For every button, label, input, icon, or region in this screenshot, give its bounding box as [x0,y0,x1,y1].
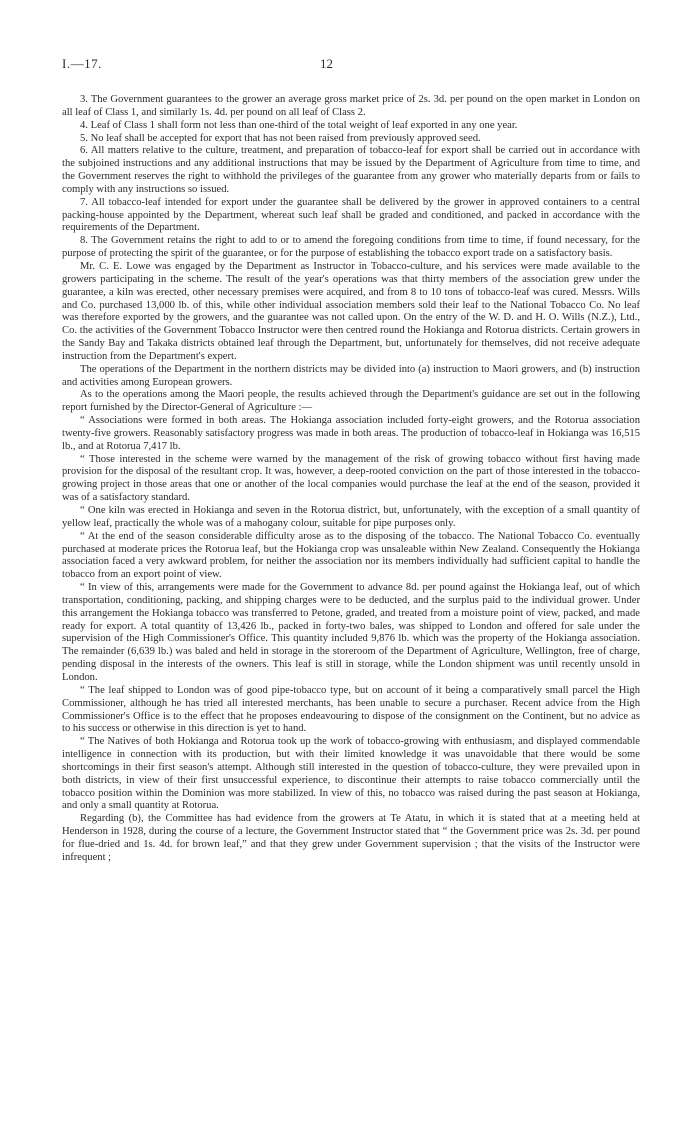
page-number: 12 [320,56,333,71]
paragraph: As to the operations among the Maori people, the results achieved through the Department's guidance are set out in the following report furnished by the Director-General of Agriculture :— [62,389,640,414]
document-reference: I.—17. [62,56,102,71]
paragraph: Mr. C. E. Lowe was engaged by the Department as Instructor in Tobacco-culture, and his services were made available to the growers participating in the scheme. The result of the year's operations was that thirty members of the association grew under the guarantee, a kiln was erected, other necessary premises were acquired, and from 8 to 10 tons of tobacco-leaf was cured. Messrs. Wills and Co. purchased 13,000 lb. of this, while other individual association members sold their leaf to the National Tobacco Co. No leaf was therefore exported by the growers, and the guarantee was not called upon. On the entry of the W. D. and H. O. Wills (N.Z.), Ltd., Co. the activities of the Government Tobacco Instructor were then centred round the Hokianga and Rotorua districts. Certain growers in the Sandy Bay and Takaka districts obtained leaf through the Department, but, unfortunately for themselves, did not receive adequate instruction from the Department's expert. [62,260,640,362]
paragraph: “ At the end of the season considerable difficulty arose as to the disposing of the tobacco. The National Tobacco Co. eventually purchased at moderate prices the Rotorua leaf, but the Hokianga crop was unsaleable within New Zealand. Consequently the Hokianga association faced a very awkward problem, for neither the association nor its members individually had sufficient capital to handle the tobacco from an export point of view. [62,530,640,581]
paragraph: 4. Leaf of Class 1 shall form not less than one-third of the total weight of leaf exported in any one year. [80,119,518,131]
paragraph: The operations of the Department in the northern districts may be divided into (a) instruction to Maori growers, and (b) instruction and activities among European growers. [62,363,640,388]
paragraph: 3. The Government guarantees to the grower an average gross market price of 2s. 3d. per pound on the open market in London on all leaf of Class 1, and similarly 1s. 4d. per pound on all leaf of Class 2. [62,94,640,118]
paragraph: “ In view of this, arrangements were made for the Government to advance 8d. per pound against the Hokianga leaf, out of which transportation, conditioning, packing, and shipping charges were to be deducted, and the surplus paid to the individual grower. Under this arrangement the Hokianga tobacco was transferred to Petone, graded, and treated from a moisture point of view, packed, and made ready for export. A total quantity of 13,426 lb., packed in forty-two bales, was shipped to London and offered for sale under the supervision of the High Commissioner's Office. This quantity included 9,876 lb. which was the property of the Hokianga association. The remainder (6,639 lb.) was baled and held in storage in the storeroom of the Department of Agriculture, Wellington, free of charge, pending disposal in the interests of the owners. This leaf is still in storage, while the London shipment was until recently unsold in London. [62,582,640,683]
paragraph: “ The leaf shipped to London was of good pipe-tobacco type, but on account of it being a comparatively small parcel the High Commissioner, although he has tried all interested merchants, has been unable to secure a purchaser. Recent advice from the High Commissioner's Office is to the effect that he proposes endeavouring to dispose of the consignment on the Continent, but no advice as to his success or otherwise in this direction is yet to hand. [62,684,640,735]
paragraph: 8. The Government retains the right to add to or to amend the foregoing conditions from time to time, if found necessary, for the purpose of protecting the spirit of the guarantee, or for the purpose of establishing the tobacco export trade on a satisfactory basis. [62,235,640,260]
paragraph: Regarding (b), the Committee has had evidence from the growers at Te Atatu, in which it is stated that at a meeting held at Henderson in 1928, during the course of a lecture, the Government Instructor stated that “ the Government price was 2s. 3d. per pound for flue-dried and 1s. 4d. for brown leaf,” and that they grew under Government supervision ; that the visits of the Instructor were infrequent ; [62,813,640,863]
paragraph: “ Associations were formed in both areas. The Hokianga association included forty-eight growers, and the Rotorua association twenty-five growers. Reasonably satisfactory progress was made in both areas. The production of tobacco-leaf in Hokianga was 16,515 lb., and at Rotorua 7,417 lb. [62,415,640,452]
document-body [62,94,640,865]
paragraph: 5. No leaf shall be accepted for export that has not been raised from previously approved seed. [80,132,481,144]
paragraph: “ Those interested in the scheme were warned by the management of the risk of growing tobacco without first having made provision for the disposal of the resultant crop. It was, however, a deep-rooted conviction on the part of those interested in the tobacco-growing project in those areas that one or another of the local companies would purchase the leaf at the end of the season, provided it was of a satisfactory standard. [62,453,640,504]
paragraph: 6. All matters relative to the culture, treatment, and preparation of tobacco-leaf for export shall be carried out in accordance with the subjoined instructions and any additional instructions that may be issued by the Department of Agriculture from time to time, and the Government reserves the right to withhold the privileges of the guarantee from any grower who materially departs from or fails to comply with any instructions so issued. [62,145,640,195]
page-header [62,58,640,82]
document-page [62,58,640,865]
paragraph: “ The Natives of both Hokianga and Rotorua took up the work of tobacco-growing with enthusiasm, and displayed commendable intelligence in connection with its production, but with their limited knowledge it was unavoidable that there would be some shortcomings in their first season's attempt. Although still interested in the question of tobacco-culture, they were prevailed upon in both districts, in view of their first unsuccessful experience, to discontinue their attempts to raise tobacco commercially until the tobacco position within the Dominion was more stabilized. In view of this, no tobacco was raised during the past season at Hokianga, and only a small quantity at Rotorua. [62,736,640,812]
paragraph: 7. All tobacco-leaf intended for export under the guarantee shall be delivered by the grower in approved containers to a central packing-house appointed by the Department, whereat such leaf shall be graded and conditioned, and packed in accordance with the requirements of the Department. [62,196,640,234]
paragraph: “ One kiln was erected in Hokianga and seven in the Rotorua district, but, unfortunately, with the exception of a small quantity of yellow leaf, practically the whole was of a mahogany colour, suitable for pipe purposes only. [62,505,640,529]
